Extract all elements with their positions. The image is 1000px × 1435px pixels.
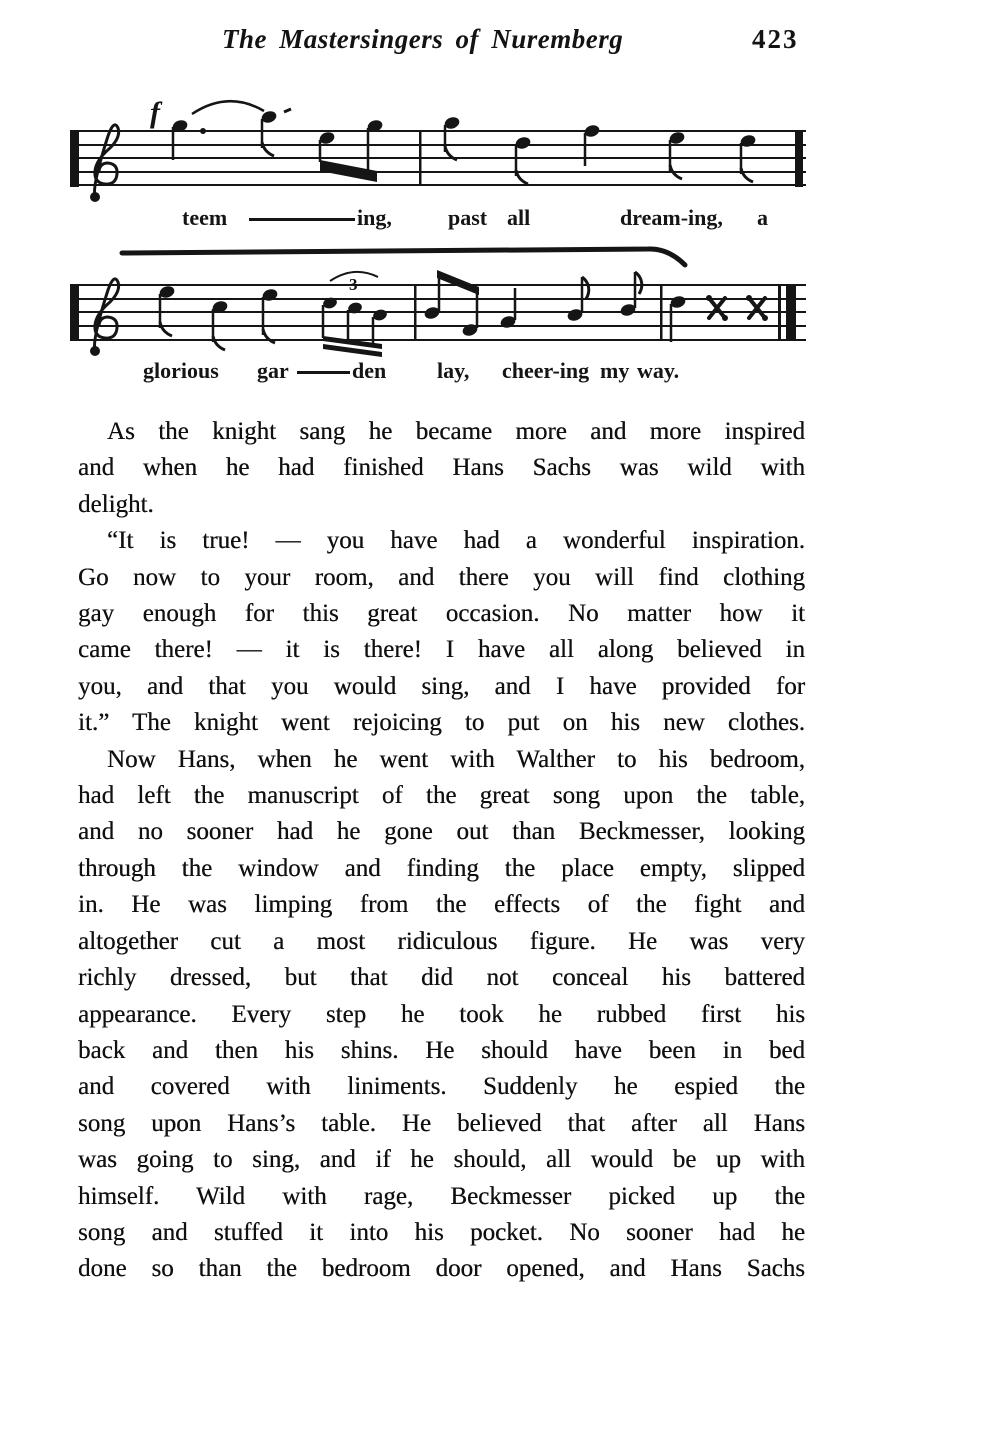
text-line: came there! — it is there! I have all along believed in — [78, 636, 805, 664]
final-double-barline — [778, 284, 796, 341]
body-text — [78, 414, 805, 1288]
lyric-word: den — [352, 358, 387, 383]
end-barline — [795, 130, 803, 187]
lyrics-line-1 — [0, 205, 1000, 235]
lyrics-line-2 — [0, 358, 1000, 388]
text-line: song and stuffed it into his pocket. No sooner had he — [78, 1218, 805, 1246]
text-line: had left the manuscript of the great song upon the table, — [78, 782, 805, 810]
text-line: and covered with liniments. Suddenly he espied the — [78, 1073, 805, 1101]
lyric-word: ing, — [357, 205, 392, 230]
measure-2-notes — [423, 270, 642, 338]
lyric-word: dream-ing, — [620, 205, 723, 230]
text-line: and when he had finished Hans Sachs was wild with — [78, 454, 805, 482]
text-line: altogether cut a most ridiculous figure. He was very — [78, 927, 805, 955]
staff-1-svg — [68, 90, 808, 205]
text-line: song upon Hans’s table. He believed that after all Hans — [78, 1109, 805, 1137]
barline — [660, 285, 663, 340]
text-line: “It is true! — you have had a wonderful inspiration. — [107, 527, 805, 555]
text-line: in. He was limping from the effects of the fight and — [78, 891, 805, 919]
lyric-extender — [297, 371, 350, 374]
measure-2-notes — [443, 115, 757, 184]
barline — [414, 285, 417, 340]
text-line: was going to sing, and if he should, all would be up with — [78, 1146, 805, 1174]
text-line: As the knight sang he became more and more inspired — [107, 418, 805, 445]
text-line: it.” The knight went rejoicing to put on his new clothes. — [78, 709, 805, 737]
lyric-word: glorious — [143, 358, 219, 383]
lyric-word: a — [757, 205, 768, 230]
lyric-word: lay, — [437, 358, 470, 383]
text-line: appearance. Every step he took he rubbed first his — [78, 1000, 805, 1028]
phrase-slur — [122, 249, 685, 265]
page-title: The Mastersingers of Nuremberg — [222, 24, 624, 54]
triplet-3: 3 — [349, 275, 358, 294]
lyric-word: way. — [637, 358, 680, 383]
lyric-word: past — [448, 205, 488, 230]
lyric-word: gar — [257, 358, 289, 383]
slur — [192, 101, 264, 114]
text-line: gay enough for this great occasion. No matter how it — [78, 600, 805, 628]
lyric-word: all — [507, 205, 531, 230]
dynamic-f: f — [150, 96, 160, 129]
barline — [419, 131, 422, 185]
text-line: you, and that you would sing, and I have provided for — [78, 672, 805, 700]
lyric-word: teem — [182, 205, 228, 230]
text-line: and no sooner had he gone out than Beckmesser, looking — [78, 818, 805, 846]
measure-3-notes — [669, 294, 768, 342]
beam — [437, 270, 479, 295]
lyric-word: my — [600, 358, 630, 383]
staff-lines — [70, 130, 806, 187]
text-line: done so than the bedroom door opened, and Hans Sachs — [78, 1255, 805, 1283]
text-line: Now Hans, when he went with Walther to his bedroom, — [107, 745, 805, 773]
staff-2-svg — [68, 243, 808, 373]
text-line: through the window and finding the place empty, slipped — [78, 854, 805, 882]
text-line: himself. Wild with rage, Beckmesser picked up the — [78, 1182, 805, 1210]
lyric-extender — [249, 218, 355, 221]
treble-clef-icon — [90, 125, 119, 202]
lyric-word: cheer-ing — [502, 358, 590, 383]
text-line: back and then his shins. He should have been in bed — [78, 1036, 805, 1064]
text-line: richly dressed, but that did not conceal his battered — [78, 964, 805, 992]
treble-clef-icon — [90, 279, 119, 356]
page-number: 423 — [752, 24, 799, 54]
text-line: Go now to your room, and there you will find clothing — [78, 563, 805, 591]
text-line: delight. — [78, 490, 154, 518]
